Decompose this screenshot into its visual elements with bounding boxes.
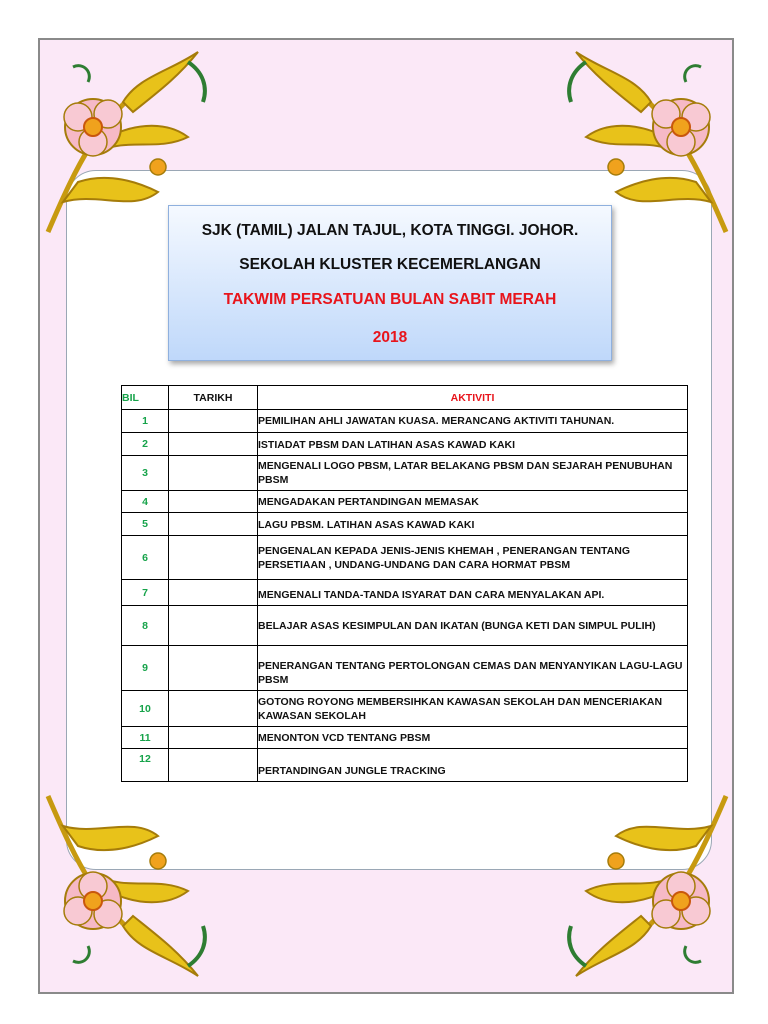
header-tarikh: TARIKH bbox=[169, 386, 258, 410]
row-aktiviti: BELAJAR ASAS KESIMPULAN DAN IKATAN (BUNGA KETI DAN SIMPUL PULIH) bbox=[258, 606, 688, 646]
row-bil: 4 bbox=[122, 491, 169, 513]
table-row bbox=[122, 749, 688, 782]
row-tarikh bbox=[169, 456, 258, 491]
school-name: SJK (TAMIL) JALAN TAJUL, KOTA TINGGI. JOHOR. bbox=[201, 222, 579, 239]
row-aktiviti: PEMILIHAN AHLI JAWATAN KUASA. MERANCANG AKTIVITI TAHUNAN. bbox=[258, 410, 688, 433]
row-bil: 6 bbox=[122, 536, 169, 580]
row-bil: 1 bbox=[122, 410, 169, 433]
title-box bbox=[168, 205, 612, 361]
row-tarikh bbox=[169, 491, 258, 513]
table-row bbox=[122, 410, 688, 433]
table-row bbox=[122, 491, 688, 513]
row-tarikh bbox=[169, 580, 258, 606]
row-aktiviti: ISTIADAT PBSM DAN LATIHAN ASAS KAWAD KAKI bbox=[258, 433, 688, 456]
table-row bbox=[122, 646, 688, 691]
row-aktiviti: MENGADAKAN PERTANDINGAN MEMASAK bbox=[258, 491, 688, 513]
row-tarikh bbox=[169, 410, 258, 433]
row-tarikh bbox=[169, 606, 258, 646]
table-row bbox=[122, 691, 688, 727]
document-year: 2018 bbox=[372, 329, 408, 346]
table-row bbox=[122, 433, 688, 456]
document-title: TAKWIM PERSATUAN BULAN SABIT MERAH bbox=[223, 291, 557, 308]
row-tarikh bbox=[169, 646, 258, 691]
row-bil: 9 bbox=[122, 646, 169, 691]
row-tarikh bbox=[169, 513, 258, 536]
row-aktiviti: MENONTON VCD TENTANG PBSM bbox=[258, 727, 688, 749]
table-row bbox=[122, 456, 688, 491]
row-aktiviti: MENGENALI LOGO PBSM, LATAR BELAKANG PBSM DAN SEJARAH PENUBUHAN PBSM bbox=[258, 456, 688, 491]
table-row bbox=[122, 513, 688, 536]
row-tarikh bbox=[169, 749, 258, 782]
row-bil: 5 bbox=[122, 513, 169, 536]
table-row bbox=[122, 727, 688, 749]
activities-table bbox=[121, 385, 688, 782]
row-tarikh bbox=[169, 691, 258, 727]
row-bil: 8 bbox=[122, 606, 169, 646]
row-bil: 2 bbox=[122, 433, 169, 456]
row-bil: 11 bbox=[122, 727, 169, 749]
table-row bbox=[122, 536, 688, 580]
row-aktiviti: PENGENALAN KEPADA JENIS-JENIS KHEMAH , PENERANGAN TENTANG PERSETIAAN , UNDANG-UNDANG DAN CARA HORMAT PBSM bbox=[258, 536, 688, 580]
row-tarikh bbox=[169, 536, 258, 580]
table-header-row bbox=[122, 386, 688, 410]
row-aktiviti: PENERANGAN TENTANG PERTOLONGAN CEMAS DAN MENYANYIKAN LAGU-LAGU PBSM bbox=[258, 646, 688, 691]
floral-corner-icon bbox=[38, 786, 218, 986]
row-bil: 3 bbox=[122, 456, 169, 491]
row-aktiviti: LAGU PBSM. LATIHAN ASAS KAWAD KAKI bbox=[258, 513, 688, 536]
table-row bbox=[122, 580, 688, 606]
table-row bbox=[122, 606, 688, 646]
row-tarikh bbox=[169, 433, 258, 456]
row-aktiviti: GOTONG ROYONG MEMBERSIHKAN KAWASAN SEKOLAH DAN MENCERIAKAN KAWASAN SEKOLAH bbox=[258, 691, 688, 727]
row-tarikh bbox=[169, 727, 258, 749]
row-aktiviti: MENGENALI TANDA-TANDA ISYARAT DAN CARA MENYALAKAN API. bbox=[258, 580, 688, 606]
floral-corner-icon bbox=[556, 786, 736, 986]
row-aktiviti: PERTANDINGAN JUNGLE TRACKING bbox=[258, 749, 688, 782]
row-bil: 12 bbox=[122, 749, 169, 782]
row-bil: 7 bbox=[122, 580, 169, 606]
header-aktiviti: AKTIVITI bbox=[258, 386, 688, 410]
school-subtitle: SEKOLAH KLUSTER KECEMERLANGAN bbox=[239, 256, 541, 273]
header-bil: BIL bbox=[122, 386, 169, 410]
row-bil: 10 bbox=[122, 691, 169, 727]
